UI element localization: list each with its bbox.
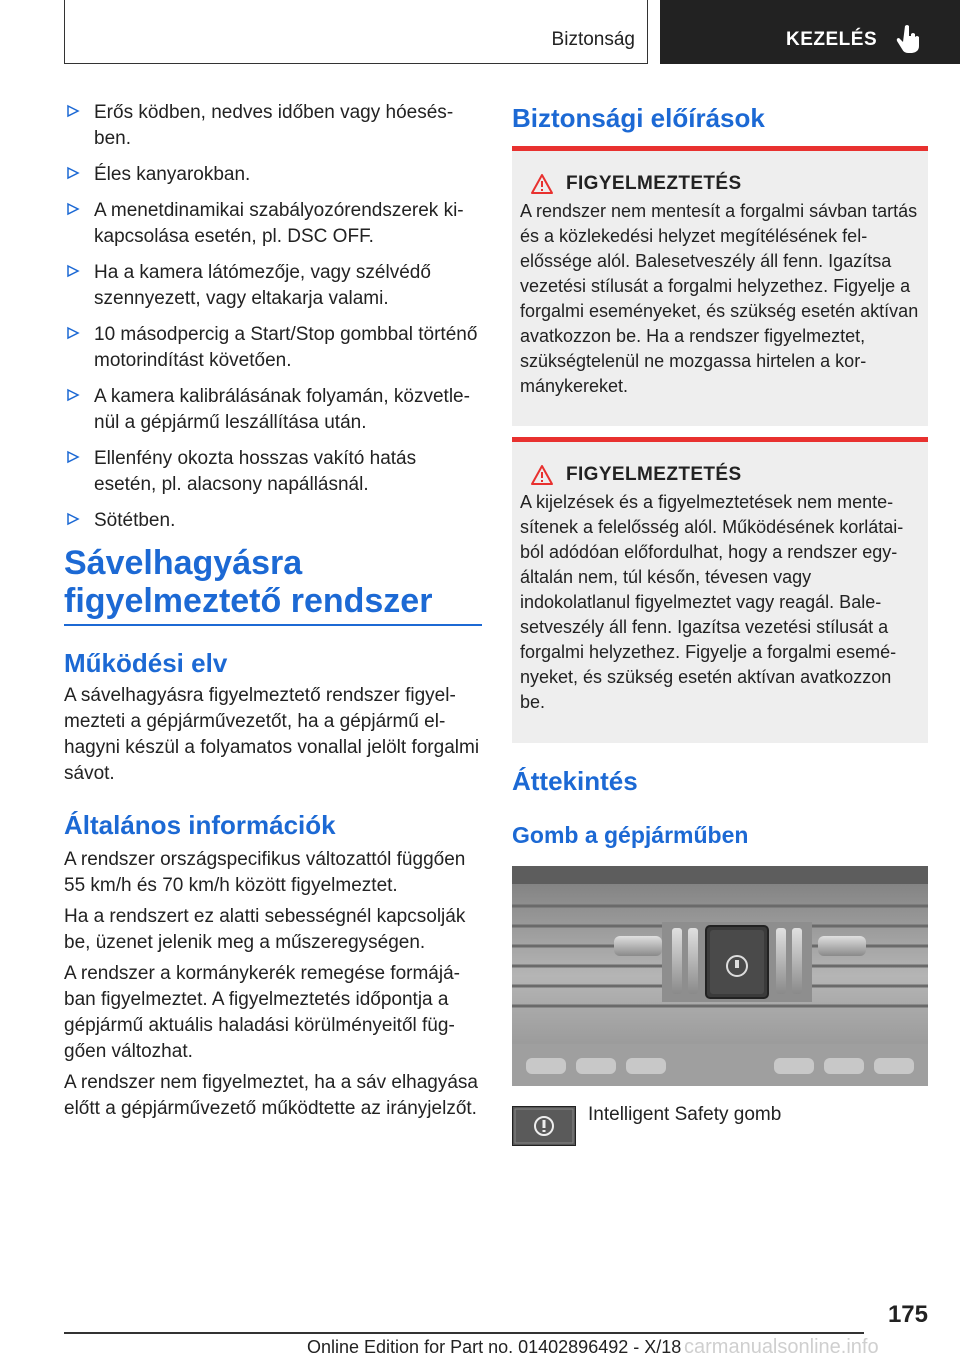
list-item-text: Ha a kamera látómezője, vagy szélvédő szennyezett, vagy eltakarja valami. <box>94 262 431 309</box>
intelligent-safety-caption: Intelligent Safety gomb <box>588 1104 782 1125</box>
hand-pointer-icon <box>896 24 922 54</box>
warning-text: A rendszer nem mentesít a forgalmi sávban tartás és a közlekedési helyzet megítélésének felelőssége alól. Balesetveszély áll fenn. Igazítsa vezetési stílusát a forgalmi helyzethez. Figyelje a forgalmi eseményeket, és szükség esetén aktívan avatkozzon be. Ha a rendszer figyelmeztet, szükségtelenül ne mozgassa hirtelen a kormánykereket. <box>520 201 919 396</box>
footer-rule <box>64 1332 864 1334</box>
warning-triangle-icon <box>530 464 554 486</box>
list-item-text: 10 másodpercig a Start/Stop gombbal történő motorindítást követően. <box>94 324 478 371</box>
warning-header <box>530 173 920 195</box>
triangle-bullet-icon <box>66 512 80 526</box>
triangle-bullet-icon <box>66 450 80 464</box>
left-bullet-list-container <box>64 100 482 544</box>
warning-box <box>512 437 928 743</box>
page-number: 175 <box>887 1301 928 1328</box>
safety-rules-heading: Biztonsági előírások <box>512 103 765 133</box>
paragraph: Ha a rendszert ez alatti sebességnél kapcsolják be, üzenet jelenik meg a műszeregységen. <box>64 906 466 953</box>
header-chapter-label: KEZELÉS <box>786 29 878 50</box>
dashboard-button-photo <box>512 866 928 1086</box>
warning-title: FIGYELMEZTETÉS <box>566 173 742 194</box>
list-item <box>64 322 482 374</box>
footer-edition: Online Edition for Part no. 01402896492 - X/18 <box>307 1337 682 1357</box>
list-item <box>64 198 482 250</box>
bullet-list <box>64 100 482 534</box>
list-item-text: A kamera kalibrálásának folyamán, közvetlenül a gépjármű leszállítása után. <box>94 386 470 433</box>
list-item-text: Sötétben. <box>94 510 176 531</box>
watermark: carmanualsonline.info <box>684 1336 879 1358</box>
chapter-heading-line1: Sávelhagyásra <box>64 544 303 582</box>
paragraph: A rendszer nem figyelmeztet, ha a sáv elhagyása előtt a gépjárművezető működtette az irányjelzőt. <box>64 1072 479 1119</box>
list-item <box>64 100 482 152</box>
triangle-bullet-icon <box>66 166 80 180</box>
section-general-info-title: Általános információk <box>64 810 336 840</box>
header-chapter-tab <box>660 0 960 64</box>
warning-title: FIGYELMEZTETÉS <box>566 464 742 485</box>
triangle-bullet-icon <box>66 202 80 216</box>
chapter-heading-rule <box>64 624 482 626</box>
triangle-bullet-icon <box>66 104 80 118</box>
section-principle-text: A sávelhagyásra figyelmeztető rendszer figyelmezteti a gépjárművezetőt, ha a gépjármű elhagyni készül a folyamatos vonallal jelölt forgalmi sávot. <box>64 685 480 784</box>
list-item-text: Erős ködben, nedves időben vagy hóesésben. <box>94 102 454 149</box>
chapter-heading <box>64 544 482 620</box>
list-item <box>64 446 482 498</box>
list-item-text: A menetdinamikai szabályozórendszerek kikapcsolása esetén, pl. DSC OFF. <box>94 200 464 247</box>
header-section-box <box>64 0 648 64</box>
list-item <box>64 508 482 534</box>
list-item <box>64 260 482 312</box>
warning-header <box>530 464 920 486</box>
triangle-bullet-icon <box>66 388 80 402</box>
intelligent-safety-button-icon <box>512 1106 576 1146</box>
paragraph: A rendszer országspecifikus változattól függően 55 km/h és 70 km/h között figyelmeztet. <box>64 849 466 896</box>
warning-box <box>512 146 928 426</box>
triangle-bullet-icon <box>66 326 80 340</box>
warning-triangle-icon <box>530 173 554 195</box>
warning-text: A kijelzések és a figyelmeztetések nem mentesítenek a felelősség alól. Működésének korlátaiból adódóan előfordulhat, hogy a rendszer egyáltalán nem, túl későn, tévesen vagy indokolatlanul figyelmeztet vagy reagál. Balesetveszély áll fenn. Igazítsa vezetési stílusát a forgalmi helyzethez. Figyelje a forgalmi eseményeket, és szükség esetén aktívan avatkozzon be. <box>520 492 904 712</box>
button-in-vehicle-heading: Gomb a gépjárműben <box>512 822 749 848</box>
list-item <box>64 384 482 436</box>
chapter-heading-line2: figyelmeztető rendszer <box>64 582 433 620</box>
paragraph: A rendszer a kormánykerék remegése formájában figyelmeztet. A figyelmeztetés időpontja a gépjármű aktuális haladási körülményeitől függően változhat. <box>64 963 460 1062</box>
triangle-bullet-icon <box>66 264 80 278</box>
list-item-text: Éles kanyarokban. <box>94 164 251 185</box>
list-item <box>64 162 482 188</box>
section-general-info <box>64 810 482 1127</box>
overview-heading: Áttekintés <box>512 766 638 796</box>
header-section-title: Biztonság <box>551 29 635 50</box>
section-principle <box>64 648 482 787</box>
list-item-text: Ellenfény okozta hosszas vakító hatás esetén, pl. alacsony napállásnál. <box>94 448 417 495</box>
section-principle-title: Működési elv <box>64 648 228 678</box>
